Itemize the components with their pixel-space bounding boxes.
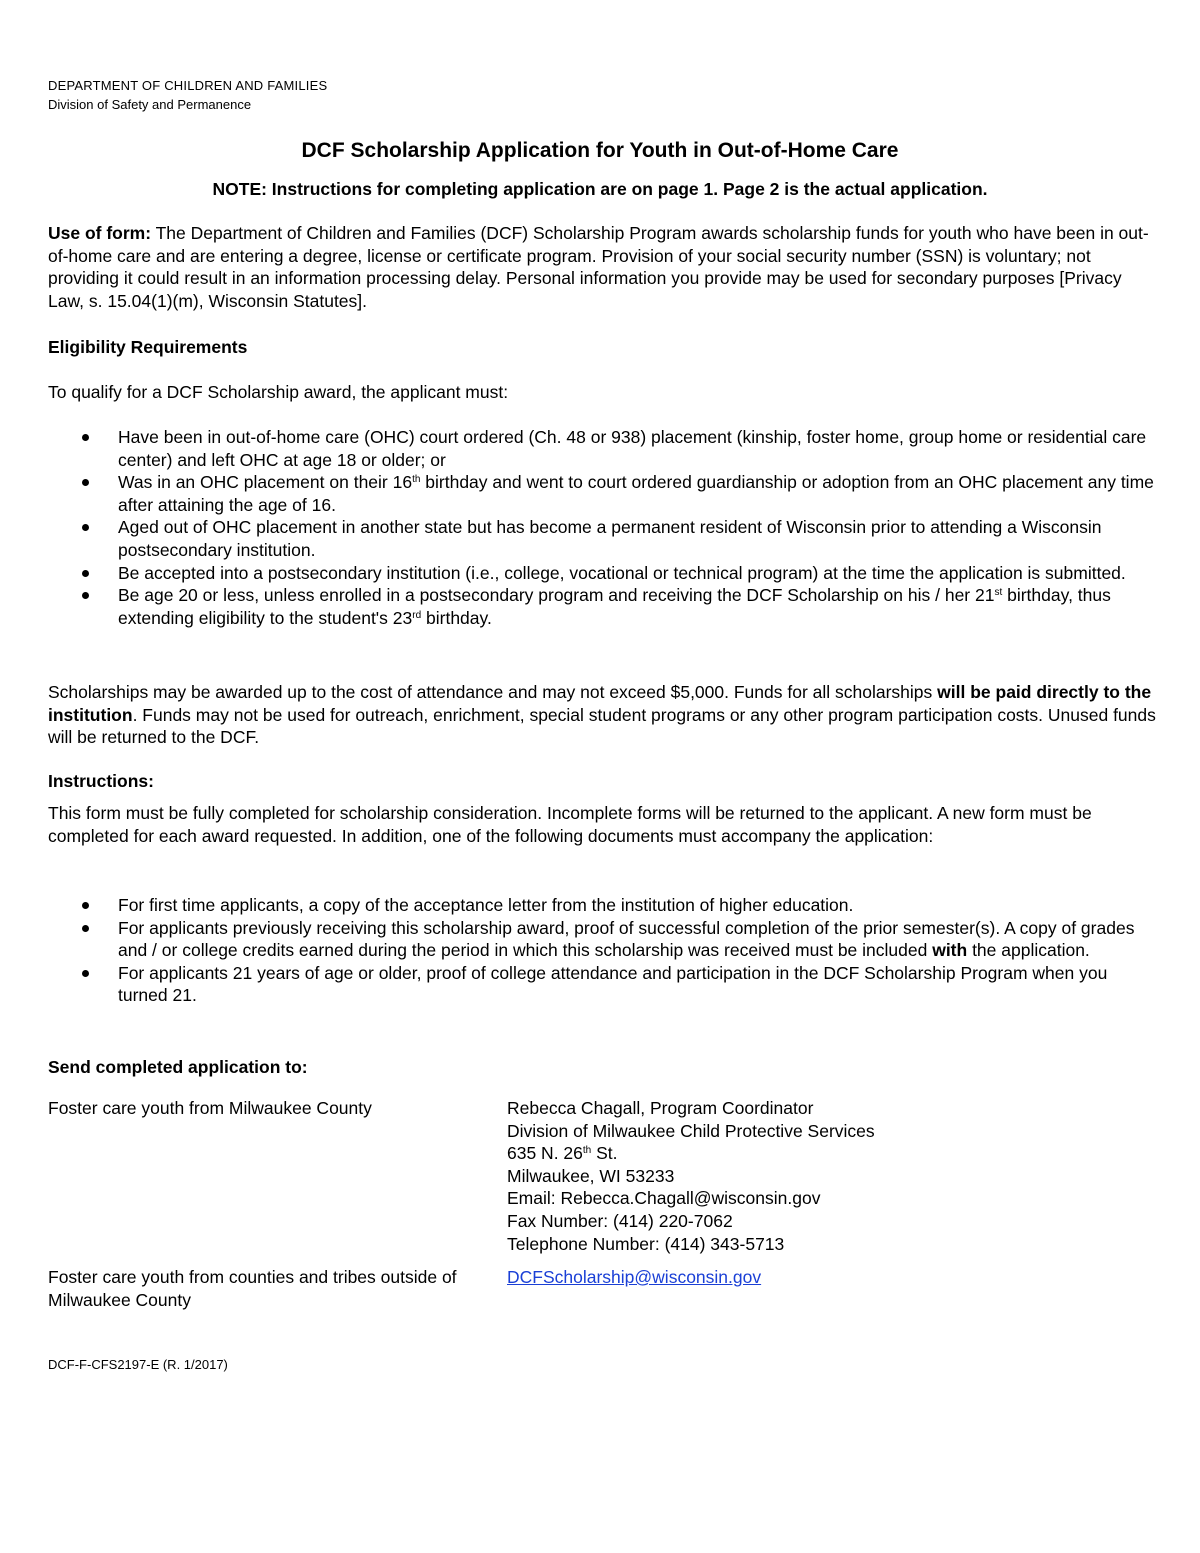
- use-of-form-label: Use of form:: [48, 223, 152, 243]
- list-item: Be age 20 or less, unless enrolled in a postsecondary program and receiving the DCF Scholarship on his / her 21st birthday, thus extending eligibility to the student's 23rd birthday.: [48, 584, 1156, 629]
- coordinator-email: Email: Rebecca.Chagall@wisconsin.gov: [507, 1188, 821, 1209]
- bullet-icon: [82, 524, 89, 531]
- list-item: For applicants previously receiving this scholarship award, proof of successful completion of the prior semester(s). A copy of grades and / or college credits earned during the period in which this scholarship was received must be included with the application.: [48, 917, 1156, 962]
- eligibility-intro: To qualify for a DCF Scholarship award, the applicant must:: [48, 382, 509, 402]
- telephone-number: Telephone Number: (414) 343-5713: [507, 1233, 785, 1254]
- bullet-icon: [82, 970, 89, 977]
- outside-label: Foster care youth from counties and tribes outside of Milwaukee County: [48, 1267, 457, 1310]
- coordinator-division: Division of Milwaukee Child Protective Services: [507, 1120, 875, 1141]
- eligibility-heading: Eligibility Requirements: [48, 337, 248, 357]
- use-of-form-text: The Department of Children and Families (DCF) Scholarship Program awards scholarship funds for youth who have been in out-of-home care and are entering a degree, license or certificate program. Provision of your social security number (SSN) is voluntary; not providing it could result in an information processing delay. Personal information you provide may be used for secondary purposes [Privacy Law, s. 15.04(1)(m), Wisconsin Statutes].: [48, 223, 1149, 311]
- scholarship-paragraph: Scholarships may be awarded up to the cost of attendance and may not exceed $5,000. Funds for all scholarships will be paid directly to the institution. Funds may not be used for outreach, enrichment, special student programs or any other program participation costs. Unused funds will be returned to the DCF.: [48, 682, 1156, 748]
- page-title: DCF Scholarship Application for Youth in Out-of-Home Care: [301, 139, 899, 162]
- list-item: For first time applicants, a copy of the acceptance letter from the institution of higher education.: [48, 894, 1156, 917]
- coordinator-name: Rebecca Chagall, Program Coordinator: [507, 1098, 814, 1118]
- send-heading: Send completed application to:: [48, 1057, 308, 1077]
- note: NOTE: Instructions for completing application are on page 1. Page 2 is the actual application.: [212, 179, 988, 199]
- list-item: For applicants 21 years of age or older, proof of college attendance and participation in the DCF Scholarship Program when you turned 21.: [48, 962, 1156, 1007]
- eligibility-list: [48, 426, 1156, 629]
- milwaukee-label: Foster care youth from Milwaukee County: [48, 1098, 372, 1118]
- scholarship-email-link[interactable]: DCFScholarship@wisconsin.gov: [507, 1267, 762, 1287]
- bullet-icon: [82, 592, 89, 599]
- use-of-form-paragraph: [48, 222, 1156, 312]
- instructions-text: This form must be fully completed for scholarship consideration. Incomplete forms will be returned to the applicant. A new form must be completed for each award requested. In addition, one of the following documents must accompany the application:: [48, 803, 1092, 846]
- bullet-icon: [82, 434, 89, 441]
- bullet-icon: [82, 479, 89, 486]
- bullet-icon: [82, 902, 89, 909]
- milwaukee-address: [507, 1097, 1147, 1255]
- form-number: DCF-F-CFS2197-E (R. 1/2017): [48, 1357, 228, 1372]
- list-item: Aged out of OHC placement in another state but has become a permanent resident of Wisconsin prior to attending a Wisconsin postsecondary institution.: [48, 516, 1156, 561]
- street-address: 635 N. 26th St.: [507, 1143, 618, 1164]
- bullet-icon: [82, 570, 89, 577]
- city-state-zip: Milwaukee, WI 53233: [507, 1165, 675, 1186]
- list-item: Was in an OHC placement on their 16th birthday and went to court ordered guardianship or adoption from an OHC placement any time after attaining the age of 16.: [48, 471, 1156, 516]
- bullet-icon: [82, 925, 89, 932]
- department-name: DEPARTMENT OF CHILDREN AND FAMILIES: [48, 78, 328, 93]
- list-item: Be accepted into a postsecondary institution (i.e., college, vocational or technical program) at the time the application is submitted.: [48, 562, 1156, 585]
- instructions-heading: Instructions:: [48, 771, 154, 791]
- division-name: Division of Safety and Permanence: [48, 97, 252, 112]
- list-item: Have been in out-of-home care (OHC) court ordered (Ch. 48 or 938) placement (kinship, foster home, group home or residential care center) and left OHC at age 18 or older; or: [48, 426, 1156, 471]
- fax-number: Fax Number: (414) 220-7062: [507, 1210, 733, 1231]
- instructions-list: [48, 894, 1156, 1007]
